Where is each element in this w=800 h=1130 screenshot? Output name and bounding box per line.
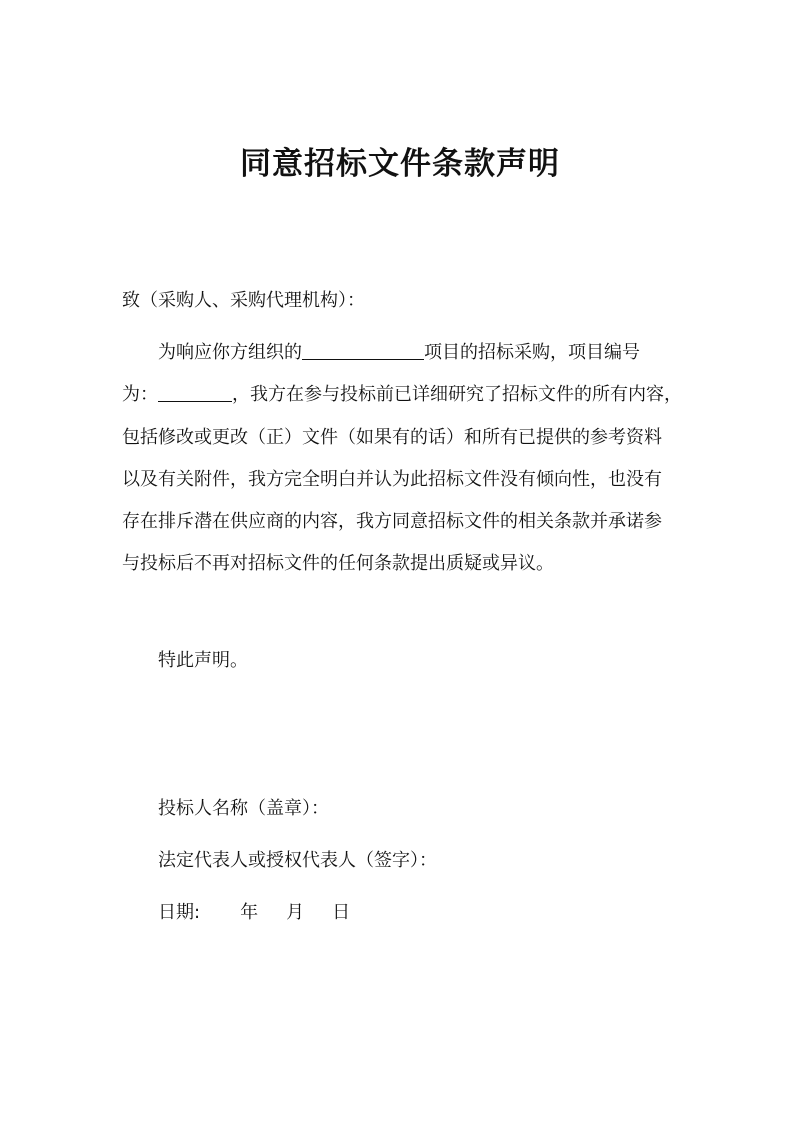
date-year: 年: [240, 902, 259, 923]
body-line-2-before: 为：: [122, 384, 158, 405]
body-line-1: [158, 340, 640, 366]
date-month: 月: [286, 902, 305, 923]
date-day: 日: [332, 902, 351, 923]
project-number-blank[interactable]: [158, 383, 232, 402]
body-line-3: 包括修改或更改（正）文件（如果有的话）和所有已提供的参考资料: [122, 427, 662, 448]
body-line-1-before: 为响应你方组织的: [158, 342, 302, 363]
project-name-blank[interactable]: [302, 341, 424, 360]
body-line-2: [122, 382, 682, 408]
bidder-name-label: 投标人名称（盖章）：: [158, 798, 329, 819]
body-line-5: 存在排斥潜在供应商的内容，我方同意招标文件的相关条款并承诺参: [122, 511, 662, 532]
body-line-4: 以及有关附件，我方完全明白并认为此招标文件没有倾向性，也没有: [122, 469, 662, 490]
date-label: 日期:: [158, 902, 201, 923]
representative-label: 法定代表人或授权代表人（签字）：: [158, 850, 437, 871]
document-title: 同意招标文件条款声明: [240, 146, 560, 182]
body-line-2-after: ，我方在参与投标前已详细研究了招标文件的所有内容，: [232, 384, 682, 405]
salutation: 致（采购人、采购代理机构）：: [122, 290, 365, 311]
date-line: [158, 900, 350, 926]
body-line-1-after: 项目的招标采购，项目编号: [424, 342, 640, 363]
closing-statement: 特此声明。: [158, 650, 248, 671]
body-line-6: 与投标后不再对招标文件的任何条款提出质疑或异议。: [122, 553, 554, 574]
